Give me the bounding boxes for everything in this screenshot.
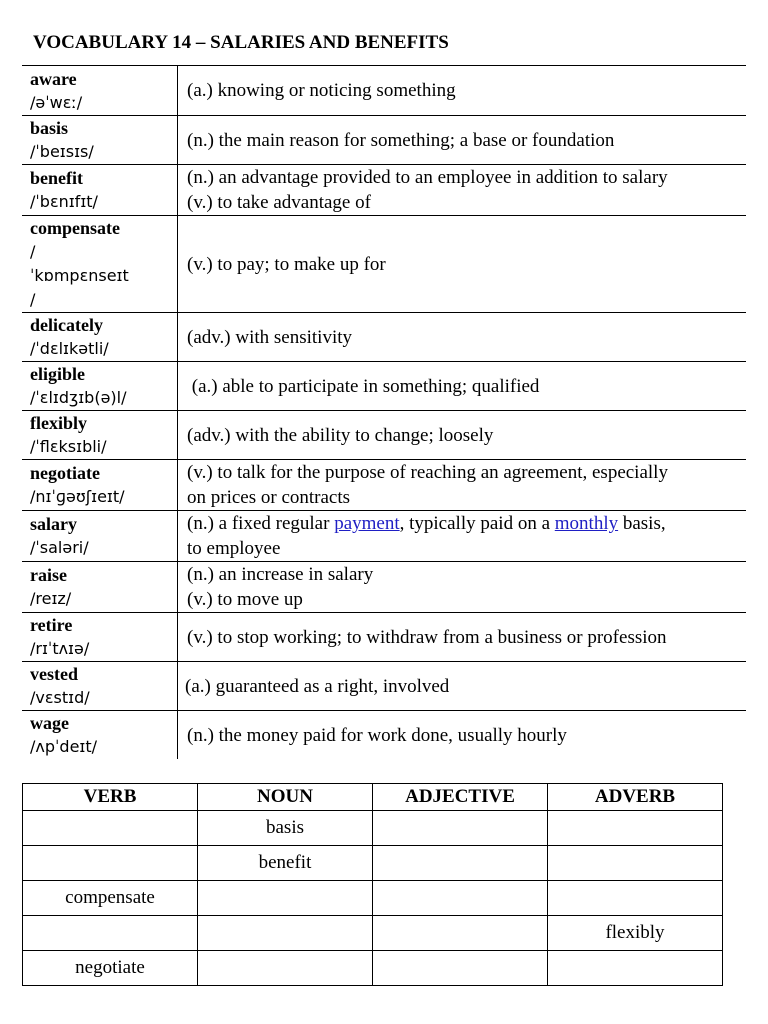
vocab-definition: (a.) guaranteed as a right, involved: [185, 675, 450, 697]
adjective-cell[interactable]: [373, 951, 548, 986]
vocab-word: salary: [30, 514, 77, 534]
word-cell: [22, 362, 178, 411]
vocab-definition: (adv.) with the ability to change; loosely: [187, 424, 494, 446]
word-cell: [22, 66, 178, 116]
page-title: VOCABULARY 14 – SALARIES AND BENEFITS: [33, 32, 449, 53]
vocab-pronunciation: /rɪˈtʌɪə/: [30, 639, 90, 658]
definition-cell: [178, 216, 747, 313]
vocab-definition: (n.) an advantage provided to an employee in addition to salary: [187, 167, 668, 188]
word-cell: [22, 511, 178, 562]
definition-text: basis,: [618, 513, 666, 534]
word-forms-row: [23, 916, 723, 951]
vocab-definition: [187, 511, 746, 536]
word-cell: [22, 165, 178, 216]
noun-cell[interactable]: [198, 951, 373, 986]
word-cell: [22, 613, 178, 662]
vocab-row: [22, 165, 746, 216]
monthly-link[interactable]: monthly: [554, 513, 619, 534]
vocab-word: basis: [30, 118, 69, 138]
adverb-cell[interactable]: [548, 881, 723, 916]
vocab-word: delicately: [30, 315, 103, 335]
vocab-definition: (n.) the main reason for something; a base or foundation: [187, 129, 615, 151]
vocab-row: [22, 613, 746, 662]
vocab-definition: (adv.) with sensitivity: [187, 326, 352, 348]
vocab-row: [22, 562, 746, 613]
word-cell: [22, 411, 178, 460]
verb-cell[interactable]: [23, 811, 198, 846]
vocab-definition: to employee: [187, 538, 281, 559]
word-cell: [22, 216, 178, 313]
vocab-row: [22, 313, 746, 362]
verb-cell[interactable]: [23, 846, 198, 881]
definition-text: , typically paid on a: [399, 513, 555, 534]
vocab-row: [22, 116, 746, 165]
word-forms-table: [22, 783, 723, 986]
vocab-definition: (v.) to take advantage of: [187, 192, 371, 213]
definition-cell: [178, 662, 747, 711]
definition-text: (n.) a fixed regular: [187, 513, 335, 534]
vocab-word: wage: [30, 713, 69, 733]
word-forms-row: [23, 846, 723, 881]
vocab-row: [22, 460, 746, 511]
vocab-definition: (v.) to stop working; to withdraw from a business or profession: [187, 626, 667, 648]
adverb-cell[interactable]: [548, 811, 723, 846]
vocab-pronunciation: /ʌpˈdeɪt/: [30, 737, 98, 756]
vocab-definition: (a.) knowing or noticing something: [187, 80, 456, 101]
payment-link[interactable]: payment: [334, 513, 400, 534]
vocab-word: eligible: [30, 364, 85, 384]
vocab-definition: (v.) to pay; to make up for: [187, 253, 386, 275]
word-cell: [22, 711, 178, 760]
definition-cell: [178, 562, 747, 613]
word-cell: [22, 313, 178, 362]
vocab-word: compensate: [30, 218, 120, 238]
definition-cell: [178, 711, 747, 760]
vocab-word: raise: [30, 565, 67, 585]
vocab-word: retire: [30, 615, 73, 635]
vocab-row: [22, 511, 746, 562]
vocab-pronunciation: /ˈɛlɪdʒɪb(ə)l/: [30, 388, 127, 407]
word-cell: [22, 662, 178, 711]
vocab-row: [22, 662, 746, 711]
definition-cell: [178, 460, 747, 511]
adverb-cell[interactable]: flexibly: [548, 916, 723, 951]
vocab-pronunciation: /nɪˈɡəʊʃɪeɪt/: [30, 487, 125, 506]
vocab-row: [22, 66, 746, 116]
vocab-definition: (n.) an increase in salary: [187, 564, 374, 585]
vocab-definition: on prices or contracts: [187, 487, 351, 508]
word-forms-row: [23, 951, 723, 986]
vocab-pronunciation: /ˈsaləri/: [30, 538, 89, 557]
adjective-cell[interactable]: [373, 846, 548, 881]
definition-cell: [178, 362, 747, 411]
vocab-pronunciation: /vɛstɪd/: [30, 688, 90, 707]
vocab-word: flexibly: [30, 413, 87, 433]
adverb-cell[interactable]: [548, 846, 723, 881]
vocabulary-table: [22, 65, 746, 759]
noun-column-header: NOUN: [198, 784, 373, 811]
adjective-cell[interactable]: [373, 881, 548, 916]
definition-cell: [178, 511, 747, 562]
vocab-pronunciation: /reɪz/: [30, 589, 72, 608]
definition-cell: [178, 313, 747, 362]
vocab-pronunciation: /ˈdɛlɪkətli/: [30, 339, 109, 358]
verb-column-header: VERB: [23, 784, 198, 811]
word-forms-row: [23, 881, 723, 916]
vocab-definition: (n.) the money paid for work done, usually hourly: [187, 724, 567, 746]
vocab-definition: (v.) to talk for the purpose of reaching an agreement, especially: [187, 462, 668, 483]
adjective-cell[interactable]: [373, 811, 548, 846]
vocab-row: [22, 411, 746, 460]
vocab-word: negotiate: [30, 463, 100, 483]
vocab-word: benefit: [30, 168, 83, 188]
verb-cell[interactable]: negotiate: [23, 951, 198, 986]
vocab-pronunciation: /əˈwɛː/: [30, 92, 83, 112]
adverb-cell[interactable]: [548, 951, 723, 986]
word-cell: [22, 460, 178, 511]
verb-cell[interactable]: compensate: [23, 881, 198, 916]
definition-cell: [178, 613, 747, 662]
adjective-cell[interactable]: [373, 916, 548, 951]
vocab-row: [22, 216, 746, 313]
vocab-pronunciation: /ˈflɛksɪbli/: [30, 437, 107, 456]
word-cell: [22, 116, 178, 165]
noun-cell[interactable]: [198, 916, 373, 951]
noun-cell[interactable]: [198, 881, 373, 916]
verb-cell[interactable]: [23, 916, 198, 951]
definition-cell: [178, 116, 747, 165]
vocab-word: aware: [30, 68, 77, 89]
adjective-column-header: ADJECTIVE: [373, 784, 548, 811]
adverb-column-header: ADVERB: [548, 784, 723, 811]
vocab-pronunciation: / ˈkɒmpɛnseɪt /: [30, 242, 129, 309]
vocab-word: vested: [30, 664, 78, 684]
vocab-pronunciation: /ˈbeɪsɪs/: [30, 142, 94, 161]
vocab-row: [22, 362, 746, 411]
word-forms-row: [23, 811, 723, 846]
vocab-row: [22, 711, 746, 760]
definition-cell: [178, 411, 747, 460]
word-forms-header-row: [23, 784, 723, 811]
vocab-definition: (v.) to move up: [187, 589, 303, 610]
vocab-definition: (a.) able to participate in something; qualified: [187, 375, 540, 397]
definition-cell: [178, 165, 747, 216]
definition-cell: [178, 66, 747, 116]
vocab-pronunciation: /ˈbɛnɪfɪt/: [30, 192, 98, 211]
noun-cell[interactable]: basis: [198, 811, 373, 846]
noun-cell[interactable]: benefit: [198, 846, 373, 881]
word-cell: [22, 562, 178, 613]
